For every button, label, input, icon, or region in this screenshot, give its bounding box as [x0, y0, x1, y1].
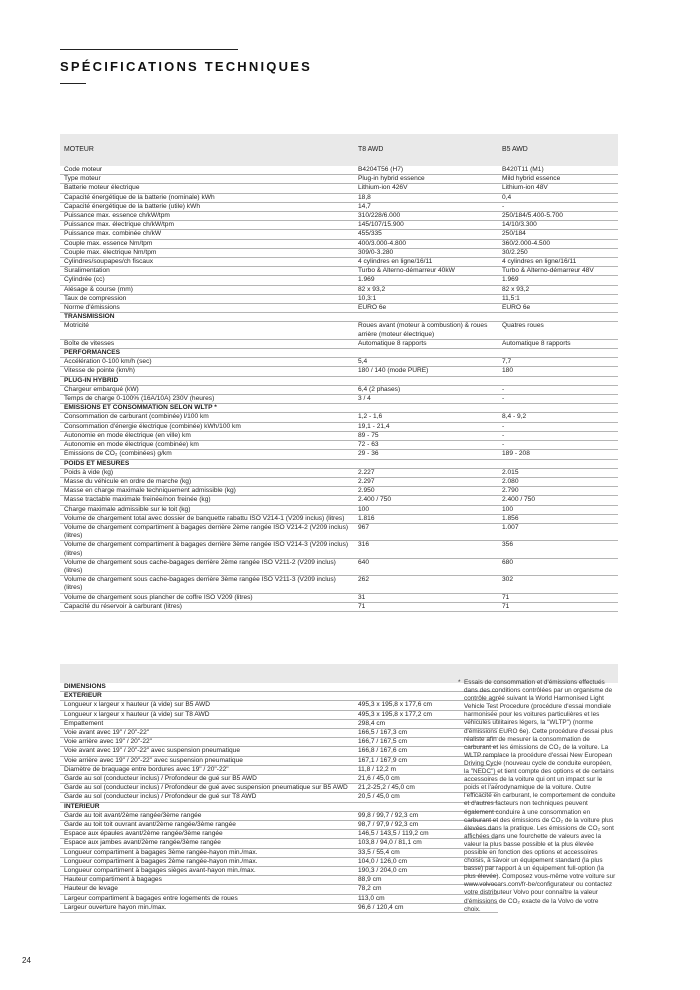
- section-heading-row: [60, 376, 618, 385]
- table-cell: Puissance max. combinée ch/kW: [60, 230, 354, 239]
- table-cell: Consommation d'énergie électrique (combinée) kWh/100 km: [60, 422, 354, 431]
- table-cell: 2.400 / 750: [354, 496, 498, 505]
- table-cell: Masse du véhicule en ordre de marche (kg): [60, 477, 354, 486]
- table-cell: Alésage & course (mm): [60, 285, 354, 294]
- table-cell: 113,0 cm: [354, 894, 498, 903]
- table-cell: -: [498, 202, 618, 211]
- table-cell: Voie avant avec 19" / 20"-22": [60, 729, 354, 738]
- table-cell: 82 x 93,2: [498, 285, 618, 294]
- page-title: SPÉCIFICATIONS TECHNIQUES: [60, 59, 312, 74]
- table-cell: 180: [498, 367, 618, 376]
- table-cell: Puissance max. essence ch/kW/tpm: [60, 212, 354, 221]
- table-row: [60, 294, 618, 303]
- table-cell: Puissance max. électrique ch/kW/tpm: [60, 221, 354, 230]
- table-cell: 2.950: [354, 487, 498, 496]
- table-row: [60, 602, 618, 611]
- table-cell: 250/184: [498, 230, 618, 239]
- table-row: [60, 514, 618, 523]
- header-moteur: MOTEUR: [60, 134, 354, 166]
- table-cell: EURO 6e: [498, 304, 618, 313]
- table-cell: 29 - 36: [354, 450, 498, 459]
- table-cell: PERFORMANCES: [60, 349, 354, 358]
- table-cell: Longueur compartiment à bagages 2ème rangée-hayon min./max.: [60, 857, 354, 866]
- section-heading-row: [60, 404, 618, 413]
- table-cell: Voie avant avec 19" / 20"-22" avec suspension pneumatique: [60, 747, 354, 756]
- table-row: [60, 230, 618, 239]
- table-cell: 7,7: [498, 358, 618, 367]
- table-row: [60, 593, 618, 602]
- table-row: [60, 304, 618, 313]
- table-cell: 5,4: [354, 358, 498, 367]
- table-cell: Boîte de vitesses: [60, 339, 354, 348]
- table-cell: Espace aux épaules avant/2ème rangée/3ème rangée: [60, 830, 354, 839]
- table-row: [60, 385, 618, 394]
- table-cell: 0,4: [498, 193, 618, 202]
- table-cell: [354, 404, 498, 413]
- table-cell: 4 cylindres en ligne/16/11: [354, 258, 498, 267]
- table-cell: [498, 404, 618, 413]
- table-cell: Garde au sol (conducteur inclus) / Profondeur de gué avec suspension pneumatique sur B5 AWD: [60, 784, 354, 793]
- table-row: [60, 422, 618, 431]
- table-cell: Motricité: [60, 322, 354, 339]
- table-cell: 1.816: [354, 514, 498, 523]
- table-cell: Volume de chargement total avec dossier de banquette rabattu ISO V214-1 (V209 inclus) (litres): [60, 514, 354, 523]
- table-cell: 8,4 - 9,2: [498, 413, 618, 422]
- table-row: [60, 496, 618, 505]
- table-row: [60, 468, 618, 477]
- table-row: [60, 431, 618, 440]
- table-cell: 180 / 140 (mode PURE): [354, 367, 498, 376]
- table-cell: [498, 376, 618, 385]
- table-cell: Code moteur: [60, 166, 354, 175]
- table-cell: Autonomie en mode électrique (combinée) km: [60, 441, 354, 450]
- table-cell: -: [498, 441, 618, 450]
- table-cell: 455/335: [354, 230, 498, 239]
- table-cell: 33,5 / 55,4 cm: [354, 848, 498, 857]
- table-cell: [498, 459, 618, 468]
- table-cell: Volume de chargement sous cache-bagages derrière 3ème rangée ISO V211-3 (V209 inclus) (litres): [60, 576, 354, 593]
- table-cell: 71: [498, 593, 618, 602]
- table-cell: 2.297: [354, 477, 498, 486]
- table-row: [60, 541, 618, 558]
- table-cell: 11,5:1: [498, 294, 618, 303]
- table-cell: [498, 313, 618, 322]
- table-cell: 1.007: [498, 523, 618, 540]
- table-cell: Volume de chargement compartiment à bagages derrière 2ème rangée ISO V214-2 (V209 inclus) (litres): [60, 523, 354, 540]
- table-cell: 167,1 / 167,9 cm: [354, 756, 498, 765]
- table-cell: [354, 459, 498, 468]
- table-cell: 72 - 63: [354, 441, 498, 450]
- table-cell: 360/2.000-4.500: [498, 239, 618, 248]
- table-cell: 302: [498, 576, 618, 593]
- table-cell: -: [498, 431, 618, 440]
- table-cell: Norme d'émissions: [60, 304, 354, 313]
- table-cell: Couple max. électrique Nm/tpm: [60, 248, 354, 257]
- table-cell: Batterie moteur électrique: [60, 184, 354, 193]
- table-cell: 146,5 / 143,5 / 119,2 cm: [354, 830, 498, 839]
- title-underline: [60, 83, 86, 84]
- table-cell: Mild hybrid essence: [498, 175, 618, 184]
- table-cell: 10,3:1: [354, 294, 498, 303]
- table-cell: DIMENSIONS: [60, 683, 354, 692]
- header-b5-awd: B5 AWD: [498, 134, 618, 166]
- table-cell: Garde au sol (conducteur inclus) / Profondeur de gué sur T8 AWD: [60, 793, 354, 802]
- table-cell: Couple max. essence Nm/tpm: [60, 239, 354, 248]
- table-row: [60, 477, 618, 486]
- table-cell: Autonomie en mode électrique (en ville) km: [60, 431, 354, 440]
- table-cell: Volume de chargement sous plancher de coffre ISO V209 (litres): [60, 593, 354, 602]
- table-cell: Turbo & Alterno-démarreur 48V: [498, 267, 618, 276]
- table-cell: 356: [498, 541, 618, 558]
- table-cell: 316: [354, 541, 498, 558]
- table-cell: TRANSMISSION: [60, 313, 354, 322]
- table-cell: 2.227: [354, 468, 498, 477]
- table-row: [60, 248, 618, 257]
- table-cell: 309/0-3.280: [354, 248, 498, 257]
- table-row: [60, 184, 618, 193]
- table-cell: Hauteur de levage: [60, 885, 354, 894]
- table-cell: Lithium-ion 426V: [354, 184, 498, 193]
- table-cell: Longueur compartiment à bagages sièges avant-hayon min./max.: [60, 867, 354, 876]
- footnote-text: Essais de consommation et d'émissions effectués dans des conditions contrôlées par un organisme de contrôle agréé suivant la World Harmonised Light Vehicle Test Procedure (procédure d'essai mondiale harmonisée pour les voitures particulières et les véhicules utilitaires légers, la "WLTP") (norme d'émissions EURO 6e). Cette procédure d'essai plus réaliste afin de mesurer la consommation de carburant et les émissions de CO₂ de la voiture. La WLTP remplace la procédure d'essai New European Driving Cycle (nouveau cycle de conduite européen, la "NEDC") et tient compte des options et de certains accessoires de la voiture qui ont un impact sur le poids et l'aérodynamique de la voiture. Outre l'efficacité en carburant, le comportement de conduite et d'autres facteurs non techniques peuvent également conduire à une consommation en carburant et des émissions de CO₂ de la voiture plus élevées dans la pratique. Les émissions de CO₂ sont affichées dans une fourchette de valeurs avec la valeur la plus basse possible et la plus élevée possible en fonction des options et accessoires choisis, à savoir un équipement standard (la plus basse) par rapport à un équipement full-option (la plus élevée). Composez vous-même votre voiture sur www.volvocars.com/fr-be/configurateur ou contactez votre distributeur Volvo pour connaître la valeur d'émissions de CO₂ exacte de la Volvo de votre choix.: [464, 679, 616, 913]
- table-cell: Diamètre de braquage entre bordures avec 19" / 20"-22": [60, 765, 354, 774]
- table-cell: Capacité énergétique de la batterie (nominale) kWh: [60, 193, 354, 202]
- page-number: 24: [22, 956, 31, 965]
- table-cell: -: [498, 422, 618, 431]
- section-heading-row: [60, 349, 618, 358]
- footnote-marker: *: [458, 679, 461, 686]
- table-cell: [498, 349, 618, 358]
- header-t8-awd: T8 AWD: [354, 134, 498, 166]
- table-cell: Suralimentation: [60, 267, 354, 276]
- table-cell: Temps de charge 0-100% (16A/10A) 230V (heures): [60, 395, 354, 404]
- table-row: [60, 258, 618, 267]
- table-cell: 71: [354, 602, 498, 611]
- table-row: [60, 221, 618, 230]
- table-cell: 11,8 / 12,2 m: [354, 765, 498, 774]
- table-cell: B4204T56 (H7): [354, 166, 498, 175]
- table-cell: 4 cylindres en ligne/16/11: [498, 258, 618, 267]
- table-cell: Volume de chargement compartiment à bagages derrière 3ème rangée ISO V214-3 (V209 inclus) (litres): [60, 541, 354, 558]
- table-cell: -: [498, 395, 618, 404]
- table-cell: 96,6 / 120,4 cm: [354, 903, 498, 912]
- table-row: [60, 523, 618, 540]
- table-row: [60, 487, 618, 496]
- table-cell: 71: [498, 602, 618, 611]
- table-cell: 189 - 208: [498, 450, 618, 459]
- table-row: [60, 202, 618, 211]
- table-row: [60, 239, 618, 248]
- table-cell: INTÉRIEUR: [60, 802, 354, 811]
- table-cell: -: [498, 385, 618, 394]
- table-cell: 310/228/6.000: [354, 212, 498, 221]
- table-cell: Poids à vide (kg): [60, 468, 354, 477]
- table-cell: 14,7: [354, 202, 498, 211]
- table-row: [60, 441, 618, 450]
- table-row: [60, 576, 618, 593]
- table-cell: 30/2.250: [498, 248, 618, 257]
- table-cell: 250/184/5.400-5.700: [498, 212, 618, 221]
- table-cell: Voie arrière avec 19" / 20"-22": [60, 738, 354, 747]
- table-cell: Espace aux jambes avant/2ème rangée/3ème rangée: [60, 839, 354, 848]
- table-row: [60, 413, 618, 422]
- table-cell: Garde au toit toit ouvrant avant/2ème rangée/3ème rangée: [60, 821, 354, 830]
- table-cell: 31: [354, 593, 498, 602]
- table-cell: Largeur compartiment à bagages entre logements de roues: [60, 894, 354, 903]
- table-cell: 98,7 / 97,9 / 92,3 cm: [354, 821, 498, 830]
- table-cell: Cylindrée (cc): [60, 276, 354, 285]
- table-cell: Émissions de CO₂ (combinées) g/km: [60, 450, 354, 459]
- table-cell: Longueur x largeur x hauteur (à vide) sur B5 AWD: [60, 701, 354, 710]
- table-row: [60, 450, 618, 459]
- table-cell: 2.015: [498, 468, 618, 477]
- table-cell: Volume de chargement sous cache-bagages derrière 2ème rangée ISO V211-2 (V209 inclus) (litres): [60, 558, 354, 575]
- table-cell: 88,9 cm: [354, 876, 498, 885]
- table-cell: [354, 349, 498, 358]
- table-cell: Consommation de carburant (combinée) l/100 km: [60, 413, 354, 422]
- table-row: [60, 285, 618, 294]
- table-row: [60, 193, 618, 202]
- table-cell: Capacité du réservoir à carburant (litres): [60, 602, 354, 611]
- table-cell: Vitesse de pointe (km/h): [60, 367, 354, 376]
- table-cell: Garde au sol (conducteur inclus) / Profondeur de gué sur B5 AWD: [60, 775, 354, 784]
- table-row: [60, 322, 618, 339]
- table-cell: 20,5 / 45,0 cm: [354, 793, 498, 802]
- table-cell: 2.080: [498, 477, 618, 486]
- table-row: [60, 505, 618, 514]
- table-cell: Type moteur: [60, 175, 354, 184]
- table-cell: 1,2 - 1,6: [354, 413, 498, 422]
- table-cell: 3 / 4: [354, 395, 498, 404]
- wltp-footnote: [458, 679, 616, 914]
- table-cell: Roues avant (moteur à combustion) & roues arrière (moteur électrique): [354, 322, 498, 339]
- table-cell: 21,2-25,2 / 45,0 cm: [354, 784, 498, 793]
- table-cell: Automatique 8 rapports: [498, 339, 618, 348]
- table-cell: EURO 6e: [354, 304, 498, 313]
- table-cell: 680: [498, 558, 618, 575]
- table-cell: Empattement: [60, 719, 354, 728]
- table-cell: 495,3 x 195,8 x 177,6 cm: [354, 701, 498, 710]
- table-cell: Longueur x largeur x hauteur (à vide) sur T8 AWD: [60, 710, 354, 719]
- table-cell: POIDS ET MESURES: [60, 459, 354, 468]
- table-cell: 103,8 / 94,0 / 81,1 cm: [354, 839, 498, 848]
- table-cell: 18,8: [354, 193, 498, 202]
- table-cell: 78,2 cm: [354, 885, 498, 894]
- table-cell: Accélération 0-100 km/h (sec): [60, 358, 354, 367]
- table-cell: 82 x 93,2: [354, 285, 498, 294]
- table-cell: 495,3 x 195,8 x 177,2 cm: [354, 710, 498, 719]
- top-rule: [60, 49, 238, 50]
- table-row: [60, 358, 618, 367]
- table-cell: 400/3.000-4.800: [354, 239, 498, 248]
- table-cell: 967: [354, 523, 498, 540]
- table-cell: Quatres roues: [498, 322, 618, 339]
- table-cell: 21,6 / 45,0 cm: [354, 775, 498, 784]
- table-cell: 640: [354, 558, 498, 575]
- motor-table-header: [60, 134, 618, 166]
- table-cell: 166,8 / 167,6 cm: [354, 747, 498, 756]
- table-cell: [354, 313, 498, 322]
- table-cell: 6,4 (2 phases): [354, 385, 498, 394]
- table-cell: Chargeur embarqué (kW): [60, 385, 354, 394]
- section-heading-row: [60, 313, 618, 322]
- table-row: [60, 212, 618, 221]
- table-cell: 104,0 / 126,0 cm: [354, 857, 498, 866]
- table-cell: 100: [354, 505, 498, 514]
- table-cell: Masse en charge maximale techniquement admissible (kg): [60, 487, 354, 496]
- table-cell: ÉMISSIONS ET CONSOMMATION SELON WLTP *: [60, 404, 354, 413]
- table-cell: Capacité énergétique de la batterie (utile) kWh: [60, 202, 354, 211]
- table-cell: [354, 376, 498, 385]
- table-row: [60, 276, 618, 285]
- table-row: [60, 175, 618, 184]
- motor-spec-table: [60, 134, 618, 612]
- table-cell: EXTÉRIEUR: [60, 692, 354, 701]
- table-cell: Charge maximale admissible sur le toit (kg): [60, 505, 354, 514]
- section-heading-row: [60, 459, 618, 468]
- table-cell: Cylindres/soupapes/ch fiscaux: [60, 258, 354, 267]
- table-row: [60, 558, 618, 575]
- table-cell: 1.856: [498, 514, 618, 523]
- table-cell: Masse tractable maximale freinée/non freinée (kg): [60, 496, 354, 505]
- table-row: [60, 367, 618, 376]
- table-cell: Longueur compartiment à bagages 3ème rangée-hayon min./max.: [60, 848, 354, 857]
- table-cell: Garde au toit avant/2ème rangée/3ème rangée: [60, 811, 354, 820]
- table-cell: Taux de compression: [60, 294, 354, 303]
- table-cell: 100: [498, 505, 618, 514]
- table-cell: Lithium-ion 48V: [498, 184, 618, 193]
- table-cell: Turbo & Alterno-démarreur 40kW: [354, 267, 498, 276]
- table-cell: 298,4 cm: [354, 719, 498, 728]
- table-cell: 1.969: [498, 276, 618, 285]
- table-row: [60, 339, 618, 348]
- table-cell: 99,8 / 99,7 / 92,3 cm: [354, 811, 498, 820]
- table-cell: 1.969: [354, 276, 498, 285]
- table-cell: 166,7 / 167,5 cm: [354, 738, 498, 747]
- table-cell: B420T11 (M1): [498, 166, 618, 175]
- table-cell: 190,3 / 204,0 cm: [354, 867, 498, 876]
- table-cell: 145/107/15.900: [354, 221, 498, 230]
- table-cell: 89 - 75: [354, 431, 498, 440]
- table-row: [60, 267, 618, 276]
- table-cell: PLUG-IN HYBRID: [60, 376, 354, 385]
- table-cell: 2.790: [498, 487, 618, 496]
- table-cell: Voie arrière avec 19" / 20"-22" avec suspension pneumatique: [60, 756, 354, 765]
- table-cell: Hauteur compartiment à bagages: [60, 876, 354, 885]
- table-cell: 166,5 / 167,3 cm: [354, 729, 498, 738]
- table-cell: 2.400 / 750: [498, 496, 618, 505]
- table-row: [60, 166, 618, 175]
- table-cell: Automatique 8 rapports: [354, 339, 498, 348]
- table-cell: 262: [354, 576, 498, 593]
- table-cell: Largeur ouverture hayon min./max.: [60, 903, 354, 912]
- table-cell: 14/10/3.300: [498, 221, 618, 230]
- table-row: [60, 395, 618, 404]
- table-cell: Plug-in hybrid essence: [354, 175, 498, 184]
- table-cell: 19,1 - 21,4: [354, 422, 498, 431]
